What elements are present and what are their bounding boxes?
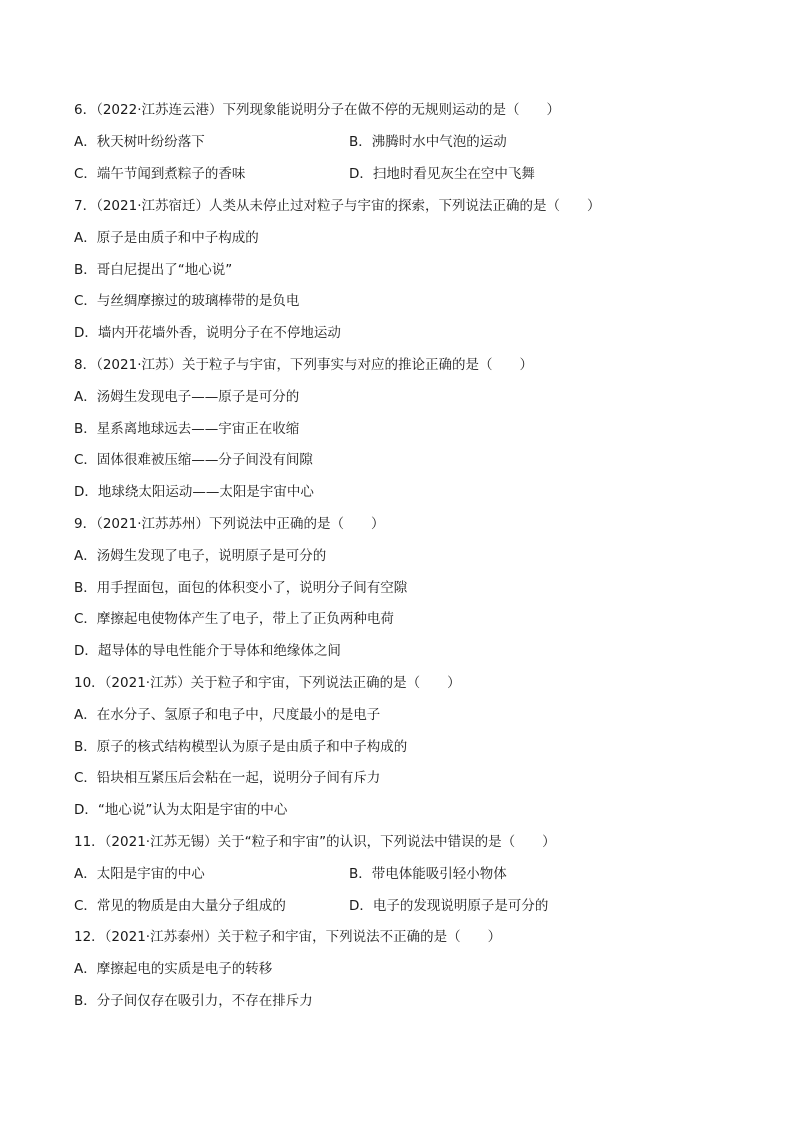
- question-7-option-b: B．哥白尼提出了“地心说”: [74, 262, 233, 278]
- question-6-option-c: C．端午节闻到煮粽子的香味: [74, 166, 246, 182]
- question-6-option-a: A．秋天树叶纷纷落下: [74, 134, 205, 150]
- question-12-option-b: B．分子间仅存在吸引力，不存在排斥力: [74, 993, 313, 1009]
- question-9-stem: 9．（2021·江苏苏州）下列说法中正确的是（ ）: [74, 516, 385, 532]
- question-11-stem: 11．（2021·江苏无锡）关于“粒子和宇宙”的认识，下列说法中错误的是（ ）: [74, 834, 556, 850]
- question-10-option-d: D．“地心说”认为太阳是宇宙的中心: [74, 802, 288, 818]
- question-12-stem: 12．（2021·江苏泰州）关于粒子和宇宙，下列说法不正确的是（ ）: [74, 929, 502, 945]
- question-8-option-d: D．地球绕太阳运动——太阳是宇宙中心: [74, 484, 314, 500]
- question-6-stem: 6．（2022·江苏连云港）下列现象能说明分子在做不停的无规则运动的是（ ）: [74, 102, 560, 118]
- question-10-option-c: C．铅块相互紧压后会粘在一起，说明分子间有斥力: [74, 770, 381, 786]
- question-8-option-c: C．固体很难被压缩——分子间没有间隙: [74, 452, 313, 468]
- question-9-option-b: B．用手捏面包，面包的体积变小了，说明分子间有空隙: [74, 580, 408, 596]
- question-10-option-b: B．原子的核式结构模型认为原子是由质子和中子构成的: [74, 739, 408, 755]
- question-9-option-d: D．超导体的导电性能介于导体和绝缘体之间: [74, 643, 341, 659]
- question-9-option-a: A．汤姆生发现了电子，说明原子是可分的: [74, 548, 327, 564]
- question-10-option-a: A．在水分子、氢原子和电子中，尺度最小的是电子: [74, 707, 381, 723]
- question-10-stem: 10．（2021·江苏）关于粒子和宇宙，下列说法正确的是（ ）: [74, 675, 461, 691]
- question-7-option-c: C．与丝绸摩擦过的玻璃棒带的是负电: [74, 293, 300, 309]
- question-7-option-a: A．原子是由质子和中子构成的: [74, 230, 259, 246]
- question-6-option-d: D．扫地时看见灰尘在空中飞舞: [349, 166, 535, 182]
- question-9-option-c: C．摩擦起电使物体产生了电子，带上了正负两种电荷: [74, 611, 394, 627]
- question-11-option-a: A．太阳是宇宙的中心: [74, 866, 205, 882]
- question-11-option-d: D．电子的发现说明原子是可分的: [349, 898, 549, 914]
- question-12-option-a: A．摩擦起电的实质是电子的转移: [74, 961, 273, 977]
- question-11-option-c: C．常见的物质是由大量分子组成的: [74, 898, 286, 914]
- question-7-option-d: D．墙内开花墙外香，说明分子在不停地运动: [74, 325, 341, 341]
- question-11-option-b: B．带电体能吸引轻小物体: [349, 866, 507, 882]
- question-8-option-a: A．汤姆生发现电子——原子是可分的: [74, 389, 300, 405]
- question-8-stem: 8．（2021·江苏）关于粒子与宇宙，下列事实与对应的推论正确的是（ ）: [74, 357, 533, 373]
- question-6-option-b: B．沸腾时水中气泡的运动: [349, 134, 507, 150]
- question-7-stem: 7．（2021·江苏宿迁）人类从未停止过对粒子与宇宙的探索，下列说法正确的是（ ）: [74, 198, 601, 214]
- question-8-option-b: B．星系离地球远去——宇宙正在收缩: [74, 421, 300, 437]
